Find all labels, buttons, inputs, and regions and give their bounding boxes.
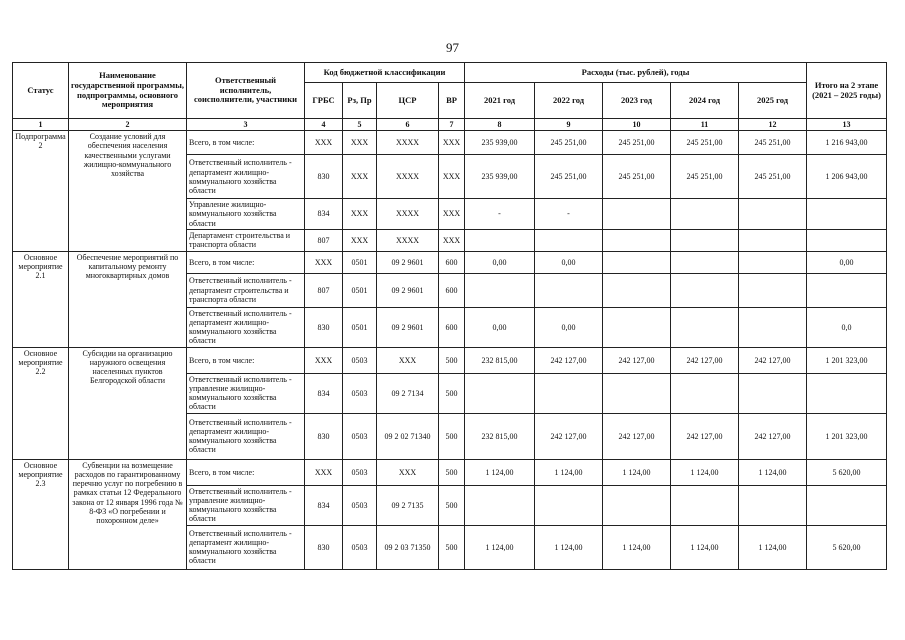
year-2023-cell: [603, 273, 671, 307]
total-cell: 5 620,00: [807, 525, 887, 569]
vr-cell: 600: [439, 251, 465, 273]
vr-cell: XXX: [439, 229, 465, 251]
table-row: [13, 131, 887, 155]
csr-cell: 09 2 7135: [377, 485, 439, 525]
column-number: 8: [465, 119, 535, 131]
rzpr-cell: XXX: [343, 155, 377, 199]
csr-cell: XXXX: [377, 199, 439, 230]
header-total: Итого на 2 этапе (2021 – 2025 годы): [807, 63, 887, 119]
column-number: 9: [535, 119, 603, 131]
year-2025-cell: [739, 373, 807, 413]
header-grbs: ГРБС: [305, 83, 343, 119]
rzpr-cell: 0503: [343, 347, 377, 373]
grbs-cell: 834: [305, 485, 343, 525]
vr-cell: 500: [439, 525, 465, 569]
total-cell: 0,00: [807, 251, 887, 273]
vr-cell: 500: [439, 347, 465, 373]
table-body: [13, 131, 887, 570]
rzpr-cell: 0503: [343, 485, 377, 525]
vr-cell: 500: [439, 485, 465, 525]
year-2025-cell: 245 251,00: [739, 131, 807, 155]
column-number: 11: [671, 119, 739, 131]
vr-cell: XXX: [439, 199, 465, 230]
status-cell: Основное мероприятие 2.3: [13, 459, 69, 569]
executor-cell: Департамент строительства и транспорта области: [187, 229, 305, 251]
vr-cell: 500: [439, 373, 465, 413]
header-year-2022: 2022 год: [535, 83, 603, 119]
total-cell: [807, 199, 887, 230]
year-2022-cell: 242 127,00: [535, 413, 603, 459]
executor-cell: Всего, в том числе:: [187, 131, 305, 155]
year-2023-cell: 1 124,00: [603, 459, 671, 485]
rzpr-cell: 0503: [343, 413, 377, 459]
year-2022-cell: -: [535, 199, 603, 230]
year-2022-cell: [535, 273, 603, 307]
executor-cell: Всего, в том числе:: [187, 251, 305, 273]
total-cell: 0,0: [807, 307, 887, 347]
column-number: 6: [377, 119, 439, 131]
year-2023-cell: [603, 229, 671, 251]
total-cell: [807, 273, 887, 307]
year-2021-cell: 232 815,00: [465, 347, 535, 373]
year-2025-cell: 242 127,00: [739, 347, 807, 373]
grbs-cell: 834: [305, 199, 343, 230]
executor-cell: Ответственный исполнитель - департамент жилищно-коммунального хозяйства области: [187, 525, 305, 569]
grbs-cell: XXX: [305, 131, 343, 155]
year-2021-cell: [465, 373, 535, 413]
program-name-cell: Создание условий для обеспечения населения качественными услугами жилищно-коммунального хозяйства: [69, 131, 187, 252]
executor-cell: Всего, в том числе:: [187, 347, 305, 373]
csr-cell: XXXX: [377, 229, 439, 251]
status-cell: Основное мероприятие 2.1: [13, 251, 69, 347]
year-2021-cell: 0,00: [465, 307, 535, 347]
year-2023-cell: 242 127,00: [603, 347, 671, 373]
grbs-cell: XXX: [305, 251, 343, 273]
year-2024-cell: [671, 251, 739, 273]
executor-cell: Ответственный исполнитель - департамент жилищно-коммунального хозяйства области: [187, 413, 305, 459]
csr-cell: 09 2 02 71340: [377, 413, 439, 459]
executor-cell: Ответственный исполнитель - департамент строительства и транспорта области: [187, 273, 305, 307]
table-row: [13, 459, 887, 485]
csr-cell: 09 2 03 71350: [377, 525, 439, 569]
executor-cell: Ответственный исполнитель - департамент жилищно-коммунального хозяйства области: [187, 307, 305, 347]
year-2022-cell: 242 127,00: [535, 347, 603, 373]
grbs-cell: XXX: [305, 459, 343, 485]
rzpr-cell: XXX: [343, 199, 377, 230]
year-2022-cell: 245 251,00: [535, 155, 603, 199]
total-cell: 1 206 943,00: [807, 155, 887, 199]
executor-cell: Ответственный исполнитель - управление жилищно-коммунального хозяйства области: [187, 373, 305, 413]
year-2024-cell: [671, 307, 739, 347]
year-2024-cell: [671, 199, 739, 230]
status-cell: Основное мероприятие 2.2: [13, 347, 69, 459]
total-cell: 1 216 943,00: [807, 131, 887, 155]
grbs-cell: 830: [305, 413, 343, 459]
year-2022-cell: 0,00: [535, 251, 603, 273]
header-year-2025: 2025 год: [739, 83, 807, 119]
rzpr-cell: 0501: [343, 273, 377, 307]
column-number: 3: [187, 119, 305, 131]
vr-cell: 500: [439, 459, 465, 485]
year-2021-cell: [465, 229, 535, 251]
executor-cell: Управление жилищно-коммунального хозяйства области: [187, 199, 305, 230]
header-expenses: Расходы (тыс. рублей), годы: [465, 63, 807, 83]
year-2023-cell: [603, 251, 671, 273]
year-2021-cell: -: [465, 199, 535, 230]
csr-cell: XXXX: [377, 131, 439, 155]
column-number: 7: [439, 119, 465, 131]
column-number: 5: [343, 119, 377, 131]
year-2025-cell: [739, 251, 807, 273]
csr-cell: 09 2 9601: [377, 273, 439, 307]
year-2024-cell: 1 124,00: [671, 525, 739, 569]
year-2024-cell: 245 251,00: [671, 131, 739, 155]
header-budget-code: Код бюджетной классификации: [305, 63, 465, 83]
year-2024-cell: [671, 273, 739, 307]
rzpr-cell: 0503: [343, 525, 377, 569]
year-2021-cell: 0,00: [465, 251, 535, 273]
table-row: [13, 347, 887, 373]
header-year-2024: 2024 год: [671, 83, 739, 119]
program-name-cell: Субвенции на возмещение расходов по гарантированному перечню услуг по погребению в рамках статьи 12 Федерального закона от 12 января 1996 года № 8-ФЗ «О погребении и похоронном деле»: [69, 459, 187, 569]
year-2023-cell: 242 127,00: [603, 413, 671, 459]
column-number: 12: [739, 119, 807, 131]
csr-cell: XXX: [377, 347, 439, 373]
year-2021-cell: [465, 273, 535, 307]
year-2023-cell: [603, 199, 671, 230]
year-2023-cell: 245 251,00: [603, 155, 671, 199]
year-2025-cell: 245 251,00: [739, 155, 807, 199]
year-2021-cell: 235 939,00: [465, 131, 535, 155]
vr-cell: 500: [439, 413, 465, 459]
year-2025-cell: 242 127,00: [739, 413, 807, 459]
header-executor: Ответственный исполнитель, соисполнители, участники: [187, 63, 305, 119]
year-2025-cell: 1 124,00: [739, 459, 807, 485]
total-cell: [807, 485, 887, 525]
header-year-2023: 2023 год: [603, 83, 671, 119]
vr-cell: 600: [439, 273, 465, 307]
grbs-cell: 830: [305, 155, 343, 199]
year-2021-cell: [465, 485, 535, 525]
status-cell: Подпрограмма 2: [13, 131, 69, 252]
year-2025-cell: [739, 199, 807, 230]
column-number-row: [13, 119, 887, 131]
header-rzpr: Рз, Пр: [343, 83, 377, 119]
csr-cell: XXXX: [377, 155, 439, 199]
program-name-cell: Обеспечение мероприятий по капитальному ремонту многоквартирных домов: [69, 251, 187, 347]
header-name: Наименование государственной программы, подпрограммы, основного мероприятия: [69, 63, 187, 119]
year-2024-cell: 245 251,00: [671, 155, 739, 199]
year-2023-cell: 1 124,00: [603, 525, 671, 569]
header-vr: ВР: [439, 83, 465, 119]
year-2025-cell: [739, 229, 807, 251]
rzpr-cell: 0503: [343, 459, 377, 485]
year-2024-cell: [671, 485, 739, 525]
year-2024-cell: 242 127,00: [671, 347, 739, 373]
grbs-cell: 807: [305, 229, 343, 251]
executor-cell: Всего, в том числе:: [187, 459, 305, 485]
column-number: 10: [603, 119, 671, 131]
year-2024-cell: [671, 373, 739, 413]
grbs-cell: 807: [305, 273, 343, 307]
column-number: 1: [13, 119, 69, 131]
grbs-cell: 830: [305, 307, 343, 347]
total-cell: [807, 229, 887, 251]
year-2022-cell: [535, 373, 603, 413]
year-2023-cell: [603, 373, 671, 413]
column-number: 2: [69, 119, 187, 131]
grbs-cell: 834: [305, 373, 343, 413]
year-2022-cell: [535, 229, 603, 251]
year-2025-cell: [739, 485, 807, 525]
total-cell: [807, 373, 887, 413]
vr-cell: 600: [439, 307, 465, 347]
budget-table: [12, 62, 887, 570]
header-csr: ЦСР: [377, 83, 439, 119]
year-2024-cell: 242 127,00: [671, 413, 739, 459]
year-2022-cell: 0,00: [535, 307, 603, 347]
year-2023-cell: [603, 485, 671, 525]
rzpr-cell: 0503: [343, 373, 377, 413]
csr-cell: 09 2 7134: [377, 373, 439, 413]
total-cell: 1 201 323,00: [807, 413, 887, 459]
csr-cell: XXX: [377, 459, 439, 485]
csr-cell: 09 2 9601: [377, 251, 439, 273]
year-2021-cell: 1 124,00: [465, 459, 535, 485]
header-year-2021: 2021 год: [465, 83, 535, 119]
year-2024-cell: [671, 229, 739, 251]
rzpr-cell: 0501: [343, 251, 377, 273]
rzpr-cell: 0501: [343, 307, 377, 347]
page-number: 97: [446, 40, 459, 55]
year-2022-cell: [535, 485, 603, 525]
year-2023-cell: 245 251,00: [603, 131, 671, 155]
rzpr-cell: XXX: [343, 131, 377, 155]
vr-cell: XXX: [439, 131, 465, 155]
year-2021-cell: 235 939,00: [465, 155, 535, 199]
executor-cell: Ответственный исполнитель - управление жилищно-коммунального хозяйства области: [187, 485, 305, 525]
year-2022-cell: 1 124,00: [535, 525, 603, 569]
grbs-cell: 830: [305, 525, 343, 569]
header-status: Статус: [13, 63, 69, 119]
year-2023-cell: [603, 307, 671, 347]
grbs-cell: XXX: [305, 347, 343, 373]
year-2025-cell: [739, 307, 807, 347]
csr-cell: 09 2 9601: [377, 307, 439, 347]
table-row: [13, 251, 887, 273]
year-2022-cell: 1 124,00: [535, 459, 603, 485]
year-2024-cell: 1 124,00: [671, 459, 739, 485]
rzpr-cell: XXX: [343, 229, 377, 251]
column-number: 4: [305, 119, 343, 131]
year-2022-cell: 245 251,00: [535, 131, 603, 155]
year-2021-cell: 1 124,00: [465, 525, 535, 569]
vr-cell: XXX: [439, 155, 465, 199]
executor-cell: Ответственный исполнитель - департамент жилищно-коммунального хозяйства области: [187, 155, 305, 199]
year-2021-cell: 232 815,00: [465, 413, 535, 459]
column-number: 13: [807, 119, 887, 131]
year-2025-cell: [739, 273, 807, 307]
program-name-cell: Субсидии на организацию наружного освещения населенных пунктов Белгородской области: [69, 347, 187, 459]
year-2025-cell: 1 124,00: [739, 525, 807, 569]
total-cell: 5 620,00: [807, 459, 887, 485]
total-cell: 1 201 323,00: [807, 347, 887, 373]
